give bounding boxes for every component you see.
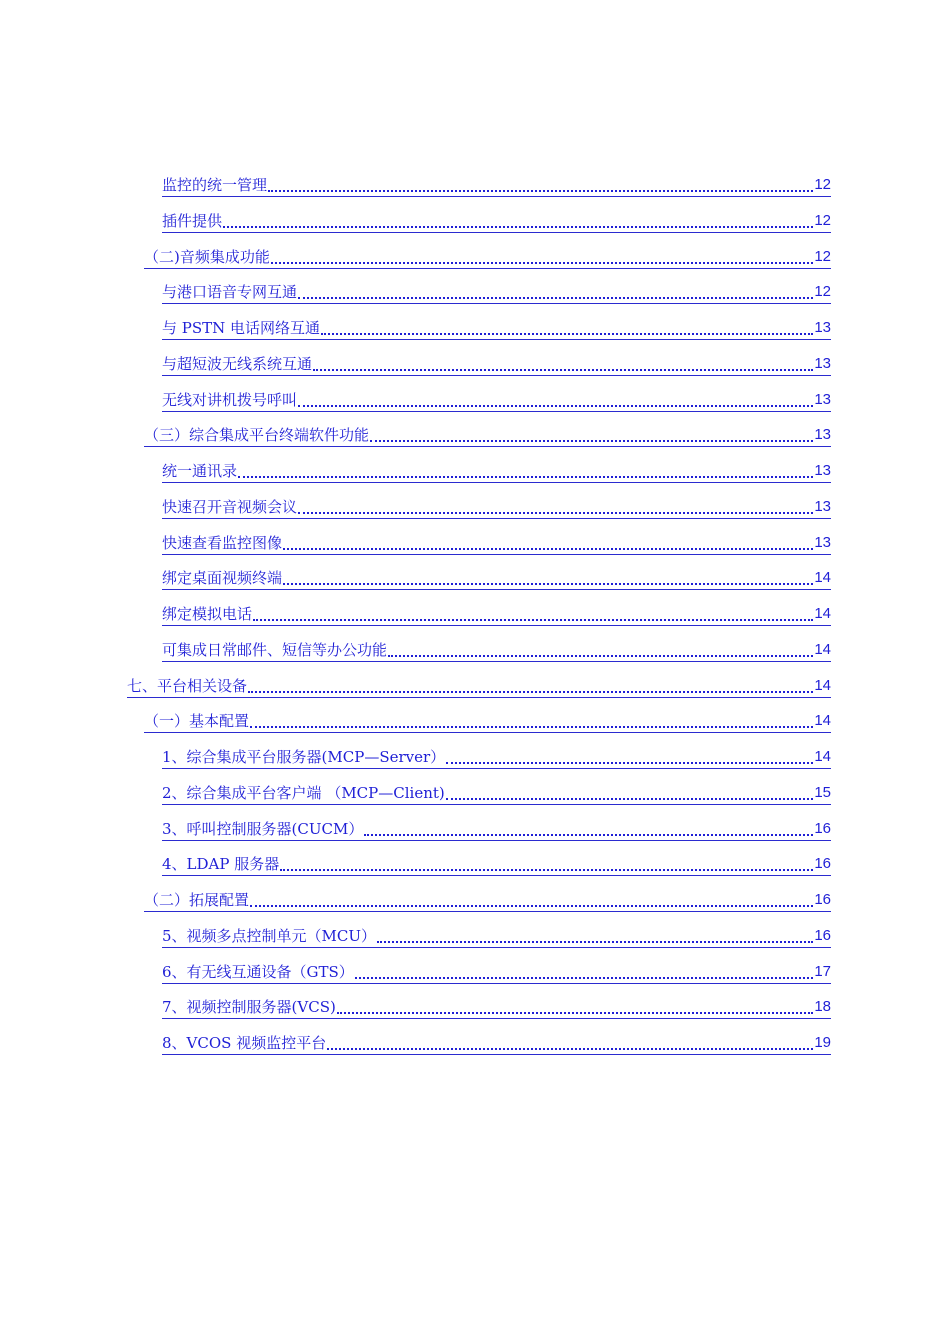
toc-page-number: 15	[814, 783, 831, 801]
toc-entry[interactable]	[162, 923, 831, 948]
toc-entry-title: 无线对讲机拨号呼叫	[162, 390, 298, 409]
toc-page-number: 13	[814, 497, 831, 515]
toc-dot-leader	[271, 262, 813, 264]
toc-entry-title: （三）综合集成平台终端软件功能	[144, 426, 370, 445]
toc-dot-leader	[313, 369, 813, 371]
toc-page-number: 16	[814, 926, 831, 944]
toc-page-number: 12	[814, 247, 831, 265]
toc-page-number: 19	[814, 1034, 831, 1051]
toc-dot-leader	[250, 905, 813, 907]
toc-entry-title: 1、综合集成平台服务器(MCP—Server）	[162, 748, 446, 766]
toc-dot-leader	[298, 512, 813, 514]
toc-entry[interactable]	[127, 673, 831, 698]
toc-entry-title: （二）拓展配置	[144, 891, 250, 909]
toc-entry[interactable]	[162, 172, 831, 197]
toc-entry-title: 绑定模拟电话	[162, 605, 253, 623]
toc-entry-title: 绑定桌面视频终端	[162, 569, 283, 588]
toc-entry-title: 8、VCOS 视频监控平台	[162, 1034, 327, 1052]
toc-entry[interactable]	[162, 816, 831, 841]
toc-entry[interactable]	[162, 637, 831, 662]
toc-entry-title: 与超短波无线系统互通	[162, 354, 313, 373]
toc-entry[interactable]	[162, 744, 831, 769]
toc-dot-leader	[283, 548, 813, 550]
toc-dot-leader	[337, 1012, 813, 1014]
toc-dot-leader	[327, 1048, 813, 1050]
toc-dot-leader	[268, 190, 813, 192]
toc-entry[interactable]	[144, 422, 831, 447]
toc-page-number: 18	[814, 998, 831, 1016]
toc-entry[interactable]	[162, 458, 831, 483]
toc-entry[interactable]	[162, 315, 831, 340]
toc-entry[interactable]	[162, 959, 831, 984]
toc-entry[interactable]	[162, 387, 831, 412]
toc-page-number: 16	[814, 855, 831, 873]
toc-dot-leader	[321, 333, 813, 335]
toc-page-number: 13	[814, 426, 831, 444]
toc-dot-leader	[283, 583, 813, 585]
toc-entry-title: 快速查看监控图像	[162, 533, 283, 552]
toc-entry[interactable]	[144, 708, 831, 733]
toc-entry[interactable]	[162, 208, 831, 233]
toc-dot-leader	[446, 798, 814, 800]
toc-page-number: 16	[814, 819, 831, 837]
toc-entry[interactable]	[162, 780, 831, 805]
toc-entry[interactable]	[162, 601, 831, 626]
toc-page-number: 14	[814, 676, 831, 694]
toc-page-number: 12	[814, 176, 831, 193]
toc-dot-leader	[446, 762, 813, 764]
toc-entry-title: 七、平台相关设备	[127, 676, 248, 695]
toc-entry-title: 统一通讯录	[162, 462, 238, 480]
toc-entry[interactable]	[162, 279, 831, 304]
toc-entry[interactable]	[162, 994, 831, 1019]
toc-entry[interactable]	[162, 1030, 831, 1055]
toc-dot-leader	[370, 440, 813, 442]
toc-entry[interactable]	[144, 244, 831, 269]
toc-entry-title: 3、呼叫控制服务器(CUCM）	[162, 819, 364, 838]
toc-dot-leader	[253, 619, 813, 621]
toc-dot-leader	[298, 297, 813, 299]
toc-dot-leader	[248, 691, 813, 693]
toc-page-number: 17	[814, 962, 831, 980]
toc-entry-title: 与 PSTN 电话网络互通	[162, 319, 321, 337]
toc-entry-title: （二)音频集成功能	[144, 247, 270, 266]
toc-page-number: 14	[814, 569, 831, 587]
toc-page-number: 12	[814, 283, 831, 301]
toc-dot-leader	[280, 869, 813, 871]
toc-entry[interactable]	[162, 565, 831, 590]
toc-entry-title: 可集成日常邮件、短信等办公功能	[162, 640, 388, 659]
toc-dot-leader	[250, 726, 813, 728]
toc-entry-title: （一）基本配置	[144, 712, 250, 731]
toc-page-number: 13	[814, 390, 831, 408]
toc-entry[interactable]	[162, 494, 831, 519]
toc-entry-title: 与港口语音专网互通	[162, 283, 298, 302]
toc-page-number: 14	[814, 712, 831, 730]
toc-page-number: 14	[814, 640, 831, 658]
toc-entry-title: 5、视频多点控制单元（MCU）	[162, 926, 377, 945]
toc-entry-title: 7、视频控制服务器(VCS)	[162, 998, 336, 1017]
toc-dot-leader	[377, 941, 813, 943]
toc-dot-leader	[388, 655, 813, 657]
toc-entry-title: 2、综合集成平台客户端 （MCP—Client)	[162, 783, 445, 802]
toc-dot-leader	[238, 476, 813, 478]
toc-entry[interactable]	[144, 887, 831, 912]
toc-entry[interactable]	[162, 851, 831, 876]
toc-page-number: 12	[814, 211, 831, 229]
toc-entry[interactable]	[162, 530, 831, 555]
toc-page-number: 16	[814, 891, 831, 908]
toc-dot-leader	[298, 405, 813, 407]
toc-page-number: 14	[814, 605, 831, 622]
toc-entry-title: 快速召开音视频会议	[162, 497, 298, 516]
toc-entry-title: 4、LDAP 服务器	[162, 855, 280, 874]
toc-page-number: 14	[814, 748, 831, 765]
toc-dot-leader	[364, 834, 813, 836]
toc-page-number: 13	[814, 533, 831, 551]
toc-entry[interactable]	[162, 351, 831, 376]
toc-page-number: 13	[814, 462, 831, 479]
toc-page-number: 13	[814, 319, 831, 336]
toc-page-number: 13	[814, 354, 831, 372]
toc-entry-title: 6、有无线互通设备（GTS）	[162, 962, 354, 981]
toc-dot-leader	[223, 226, 813, 228]
toc-entry-title: 监控的统一管理	[162, 176, 268, 194]
toc-dot-leader	[355, 977, 814, 979]
toc-entry-title: 插件提供	[162, 211, 223, 230]
